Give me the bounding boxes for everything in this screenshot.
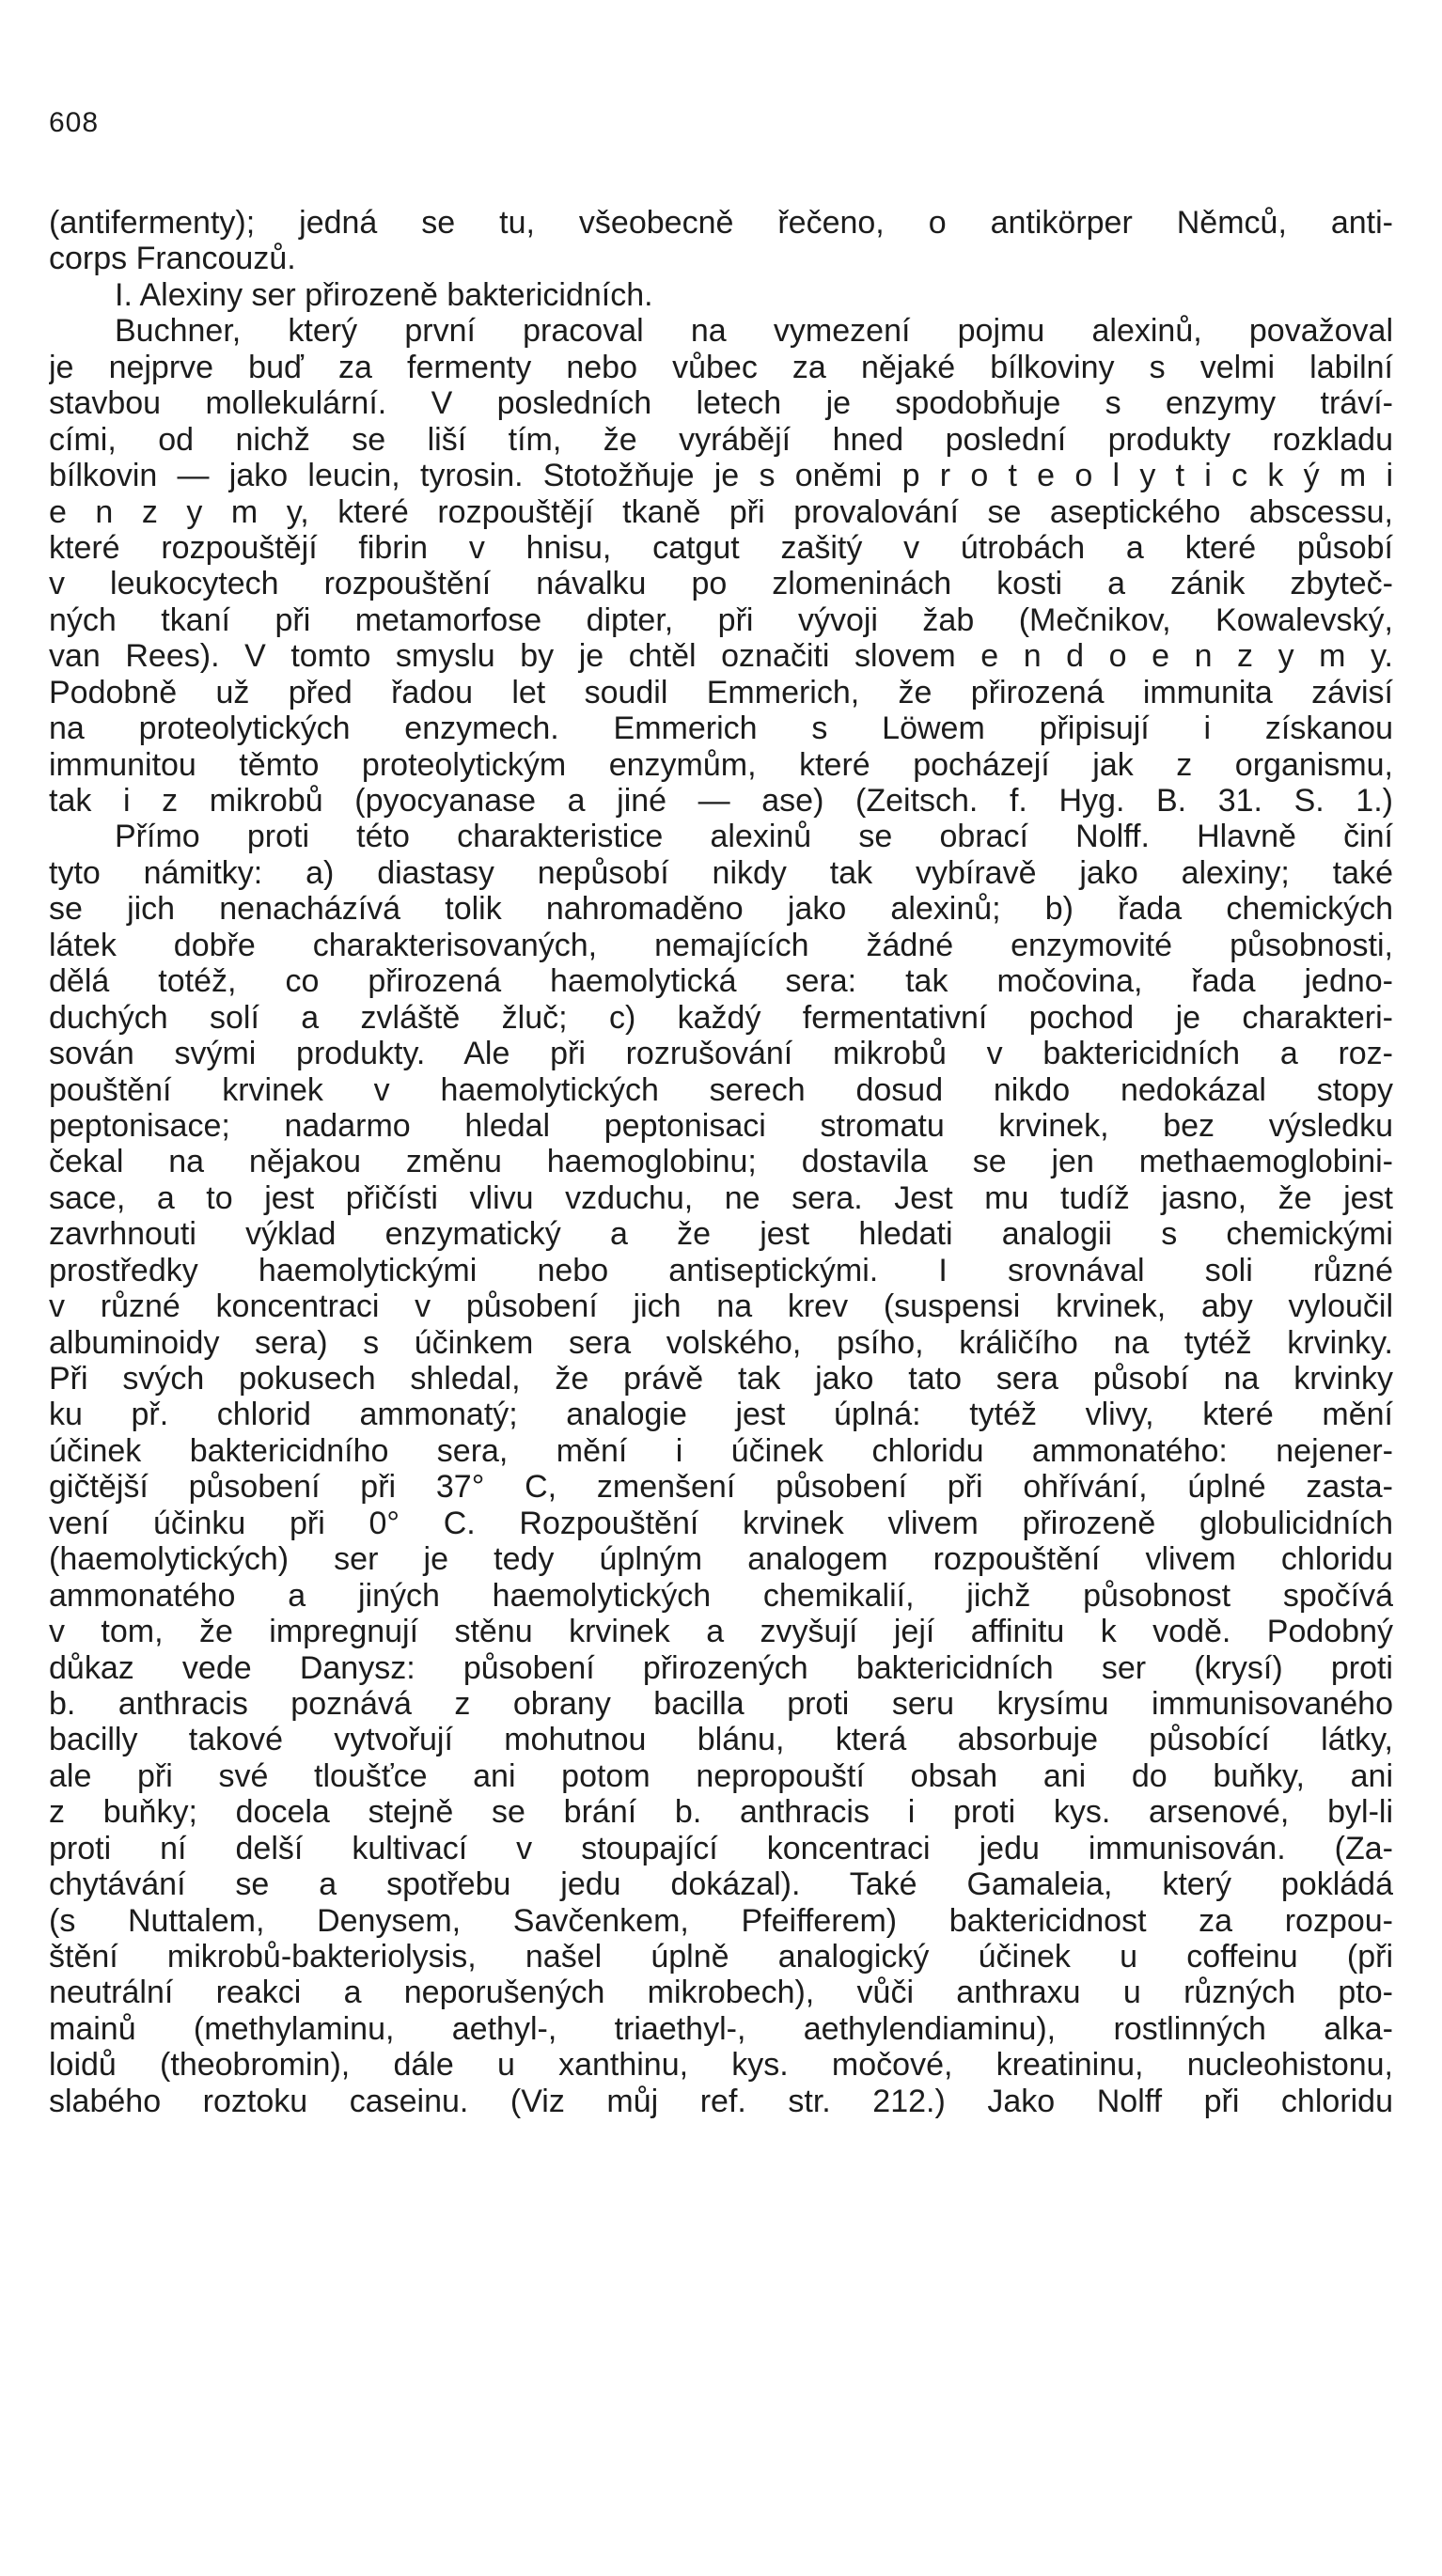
text-line: prostředky haemolytickými nebo antiseptickými. I srovnával soli různé: [49, 1252, 1393, 1288]
text-line: ale při své tloušťce ani potom nepropouští obsah ani do buňky, ani: [49, 1757, 1393, 1794]
text-line: je nejprve buď za fermenty nebo vůbec za nějaké bílkoviny s velmi labilní: [49, 349, 1393, 385]
text-line: z buňky; docela stejně se brání b. anthracis i proti kys. arsenové, byl-li: [49, 1794, 1393, 1831]
text-line: b. anthracis poznává z obrany bacilla proti seru krysímu immunisovaného: [49, 1685, 1393, 1722]
text-line: tak i z mikrobů (pyocyanase a jiné — ase) (Zeitsch. f. Hyg. B. 31. S. 1.): [49, 783, 1393, 819]
text-line: (antifermenty); jedná se tu, všeobecně řečeno, o antikörper Němců, anti-: [49, 205, 1393, 241]
text-line: (haemolytických) ser je tedy úplným analogem rozpouštění vlivem chloridu: [49, 1541, 1393, 1578]
text-line: slabého roztoku caseinu. (Viz můj ref. str. 212.) Jako Nolff při chloridu: [49, 2083, 1393, 2119]
text-line: pouštění krvinek v haemolytických serech dosud nikdo nedokázal stopy: [49, 1071, 1393, 1108]
text-line: zavrhnouti výklad enzymatický a že jest hledati analogii s chemickými: [49, 1216, 1393, 1253]
text-line: albuminoidy sera) s účinkem sera volského, psího, králičího na tytéž krvinky.: [49, 1324, 1393, 1361]
text-line: vení účinku při 0° C. Rozpouštění krvinek vlivem přirozeně globulicidních: [49, 1505, 1393, 1541]
text-line: sace, a to jest přičísti vlivu vzduchu, ne sera. Jest mu tudíž jasno, že jest: [49, 1179, 1393, 1216]
text-line: důkaz vede Danysz: působení přirozených baktericidních ser (krysí) proti: [49, 1649, 1393, 1686]
text-line: immunitou těmto proteolytickým enzymům, které pocházejí jak z organismu,: [49, 746, 1393, 783]
text-line: ammonatého a jiných haemolytických chemikalií, jichž působnost spočívá: [49, 1577, 1393, 1614]
text-line: látek dobře charakterisovaných, nemajících žádné enzymovité působnosti,: [49, 927, 1393, 963]
text-line: stavbou mollekulární. V posledních letech je spodobňuje s enzymy tráví-: [49, 385, 1393, 422]
text-line: Přímo proti této charakteristice alexinů se obrací Nolff. Hlavně činí: [115, 819, 1393, 855]
text-line: ných tkaní při metamorfose dipter, při vývoji žab (Mečnikov, Kowalevský,: [49, 601, 1393, 638]
page-number: 608: [49, 107, 100, 138]
text-line: neutrální reakci a neporušených mikrobech), vůči anthraxu u různých pto-: [49, 1975, 1393, 2011]
text-line: na proteolytických enzymech. Emmerich s Löwem připisují i získanou: [49, 710, 1393, 747]
text-line: se jich nenacházívá tolik nahromaděno jako alexinů; b) řada chemických: [49, 891, 1393, 928]
text-line: ku př. chlorid ammonatý; analogie jest úplná: tytéž vlivy, které mění: [49, 1397, 1393, 1433]
text-line: Při svých pokusech shledal, že právě tak jako tato sera působí na krvinky: [49, 1361, 1393, 1397]
text-line: duchých solí a zvláště žluč; c) každý fermentativní pochod je charakteri-: [49, 999, 1393, 1036]
text-line: tyto námitky: a) diastasy nepůsobí nikdy tak vybíravě jako alexiny; také: [49, 854, 1393, 891]
text-line: v různé koncentraci v působení jich na krev (suspensi krvinek, aby vyloučil: [49, 1288, 1393, 1325]
text-line: proti ní delší kultivací v stoupající koncentraci jedu immunisován. (Za-: [49, 1830, 1393, 1866]
text-line: Buchner, který první pracoval na vymezení pojmu alexinů, považoval: [115, 313, 1393, 350]
text-line: I. Alexiny ser přirozeně baktericidních.: [115, 276, 653, 313]
text-line: čekal na nějakou změnu haemoglobinu; dostavila se jen methaemoglobini-: [49, 1144, 1393, 1180]
text-line: štění mikrobů-bakteriolysis, našel úplně analogický účinek u coffeinu (při: [49, 1939, 1393, 1975]
text-line: sován svými produkty. Ale při rozrušování mikrobů v baktericidních a roz-: [49, 1036, 1393, 1072]
text-line: cími, od nichž se liší tím, že vyrábějí hned poslední produkty rozkladu: [49, 421, 1393, 458]
text-line: dělá totéž, co přirozená haemolytická sera: tak močovina, řada jedno-: [49, 963, 1393, 1000]
text-line: Podobně už před řadou let soudil Emmerich, že přirozená immunita závisí: [49, 674, 1393, 710]
text-line: corps Francouzů.: [49, 241, 296, 277]
text-line: účinek baktericidního sera, mění i účinek chloridu ammonatého: nejener-: [49, 1432, 1393, 1469]
text-line: loidů (theobromin), dále u xanthinu, kys. močové, kreatininu, nucleohistonu,: [49, 2047, 1393, 2084]
text-line: chytávání se a spotřebu jedu dokázal). Také Gamaleia, který pokládá: [49, 1866, 1393, 1903]
text-line: v tom, že impregnují stěnu krvinek a zvyšují její affinitu k vodě. Podobný: [49, 1614, 1393, 1650]
body-text: [49, 205, 1393, 2119]
text-line: van Rees). V tomto smyslu by je chtěl označiti slovem e n d o e n z y m y.: [49, 638, 1393, 675]
text-line: e n z y m y, které rozpouštějí tkaně při provalování se aseptického abscessu,: [49, 493, 1393, 530]
text-line: v leukocytech rozpouštění návalku po zlomeninách kosti a zánik zbyteč-: [49, 566, 1393, 602]
text-line: gičtější působení při 37° C, zmenšení působení při ohřívání, úplné zasta-: [49, 1469, 1393, 1506]
text-line: mainů (methylaminu, aethyl-, triaethyl-, aethylendiaminu), rostlinných alka-: [49, 2010, 1393, 2047]
text-line: bílkovin — jako leucin, tyrosin. Stotožňuje je s oněmi p r o t e o l y t i c k ý m i: [49, 458, 1393, 494]
text-line: které rozpouštějí fibrin v hnisu, catgut zašitý v útrobách a které působí: [49, 529, 1393, 566]
text-line: peptonisace; nadarmo hledal peptonisaci stromatu krvinek, bez výsledku: [49, 1107, 1393, 1144]
text-line: bacilly takové vytvořují mohutnou blánu, která absorbuje působící látky,: [49, 1722, 1393, 1758]
text-line: (s Nuttalem, Denysem, Savčenkem, Pfeifferem) baktericidnost za rozpou-: [49, 1902, 1393, 1939]
